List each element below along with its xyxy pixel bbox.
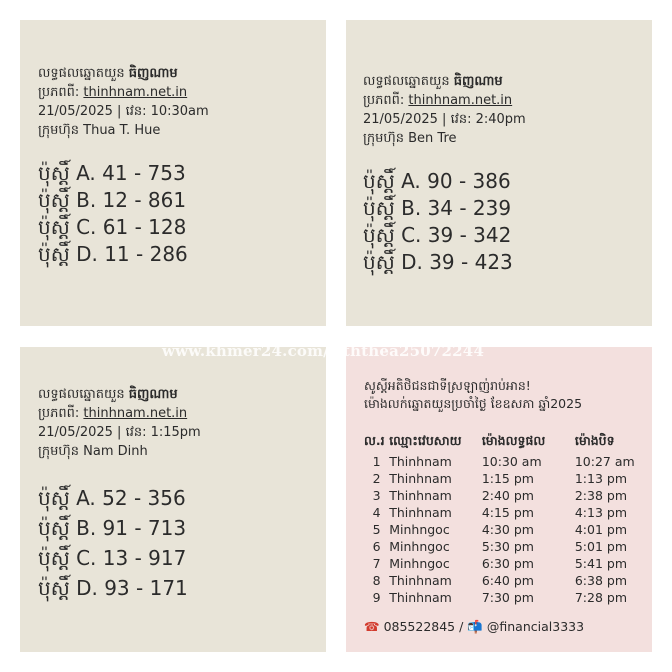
card-title [363,72,652,91]
source-link[interactable]: thinhnam.net.in [408,93,513,108]
result-card-thua-thien-hue [20,20,326,326]
prize-a: ប៉ុស្តិ៍ A. 52 - 356 [38,486,186,510]
phone-icon: ☎ [364,619,380,634]
source-link[interactable]: thinhnam.net.in [83,85,188,100]
table-row [364,589,652,606]
row-website: Thinhnam [389,505,452,520]
source-line [38,83,326,102]
prize-d: ប៉ុស្តិ៍ D. 93 - 171 [38,576,188,600]
result-card-ben-tre [346,20,652,326]
row-result-time: 6:30 pm [481,556,534,571]
source-label: ប្រភពពី: [38,406,80,421]
card-title [38,385,326,404]
col-website-header: ឈ្មោះវេបសាយ [389,432,462,448]
row-website: Minhngoc [389,556,450,571]
table-row [364,572,652,589]
row-close-time: 7:28 pm [574,590,628,605]
row-result-time: 7:30 pm [481,590,534,605]
row-result-time: 5:30 pm [481,539,534,554]
telegram-handle[interactable]: @financial3333 [486,619,585,634]
row-result-time: 6:40 pm [481,573,534,588]
row-close-time: 1:13 pm [574,471,628,486]
table-row [364,453,652,470]
row-no: 5 [372,522,381,537]
col-result-time-header: ម៉ោងលទ្ធផល [481,432,546,448]
row-close-time: 4:01 pm [574,522,628,537]
prize-b: ប៉ុស្តិ៍ B. 91 - 713 [38,516,187,540]
result-card-nam-dinh [20,347,326,652]
row-no: 8 [372,573,381,588]
row-website: Minhngoc [389,539,450,554]
row-website: Thinhnam [389,454,452,469]
title-brand: ធិញណាម [128,66,178,81]
company-name: ក្រុមហ៊ុន Ben Tre [363,131,457,146]
title-brand: ធិញណាម [128,387,178,402]
row-close-time: 5:01 pm [574,539,628,554]
schedule-table [364,431,652,606]
prize-a: ប៉ុស្តិ៍ A. 90 - 386 [363,169,511,193]
schedule-title: ម៉ោងលក់ឆ្នោតយួនប្រចាំថ្ងៃ ខែឧសភា ឆ្នាំ2025 [364,396,583,411]
row-close-time: 5:41 pm [574,556,628,571]
table-row [364,555,652,572]
row-close-time: 2:38 pm [574,488,628,503]
col-no-header: ល.រ [364,432,385,448]
row-result-time: 10:30 am [481,454,542,469]
mailbox-icon: 📬 [467,619,483,634]
row-website: Minhngoc [389,522,450,537]
phone-number[interactable]: 085522845 [383,619,456,634]
table-row [364,487,652,504]
row-result-time: 2:40 pm [481,488,534,503]
title-prefix: លទ្ធផលឆ្នោតយួន [38,66,125,81]
table-row [364,521,652,538]
draw-datetime: 21/05/2025 | វេន: 2:40pm [363,112,526,127]
prize-c: ប៉ុស្តិ៍ C. 13 - 917 [38,546,187,570]
table-row [364,538,652,555]
row-website: Thinhnam [389,590,452,605]
col-close-time-header: ម៉ោងបិទ [574,432,615,448]
row-result-time: 4:30 pm [481,522,534,537]
row-website: Thinhnam [389,573,452,588]
row-no: 9 [372,590,381,605]
source-line [38,404,326,423]
title-brand: ធិញណាម [453,74,503,89]
draw-datetime: 21/05/2025 | វេន: 1:15pm [38,425,201,440]
card-title [38,64,326,83]
prize-c: ប៉ុស្តិ៍ C. 39 - 342 [363,223,512,247]
prize-list [38,160,326,268]
row-close-time: 10:27 am [574,454,635,469]
row-no: 3 [372,488,381,503]
table-row [364,470,652,487]
company-name: ក្រុមហ៊ុន Thua T. Hue [38,123,161,138]
prize-b: ប៉ុស្តិ៍ B. 34 - 239 [363,196,512,220]
table-header-row [364,431,652,453]
row-result-time: 1:15 pm [481,471,534,486]
prize-list [38,483,326,603]
row-result-time: 4:15 pm [481,505,534,520]
prize-c: ប៉ុស្តិ៍ C. 61 - 128 [38,215,187,239]
row-website: Thinhnam [389,471,452,486]
row-close-time: 6:38 pm [574,573,628,588]
source-line [363,91,652,110]
row-no: 6 [372,539,381,554]
row-no: 1 [372,454,381,469]
source-link[interactable]: thinhnam.net.in [83,406,188,421]
row-no: 4 [372,505,381,520]
draw-datetime: 21/05/2025 | វេន: 10:30am [38,104,209,119]
row-website: Thinhnam [389,488,452,503]
greeting: សូស្តីអតិថិជនជាទីស្រឡាញ់រាប់អាន! [364,378,531,393]
row-close-time: 4:13 pm [574,505,628,520]
row-no: 7 [372,556,381,571]
source-label: ប្រភពពី: [38,85,80,100]
prize-d: ប៉ុស្តិ៍ D. 39 - 423 [363,250,513,274]
prize-d: ប៉ុស្តិ៍ D. 11 - 286 [38,242,188,266]
title-prefix: លទ្ធផលឆ្នោតយួន [363,74,450,89]
contact-separator: / [459,619,464,634]
title-prefix: លទ្ធផលឆ្នោតយួន [38,387,125,402]
company-name: ក្រុមហ៊ុន Nam Dinh [38,444,148,459]
prize-b: ប៉ុស្តិ៍ B. 12 - 861 [38,188,187,212]
prize-list [363,168,652,276]
source-label: ប្រភពពី: [363,93,405,108]
schedule-card [346,347,652,652]
row-no: 2 [372,471,381,486]
table-row [364,504,652,521]
watermark: www.khmer24.com/riththea25072244 [162,342,485,360]
prize-a: ប៉ុស្តិ៍ A. 41 - 753 [38,161,186,185]
contact-line [364,619,584,635]
